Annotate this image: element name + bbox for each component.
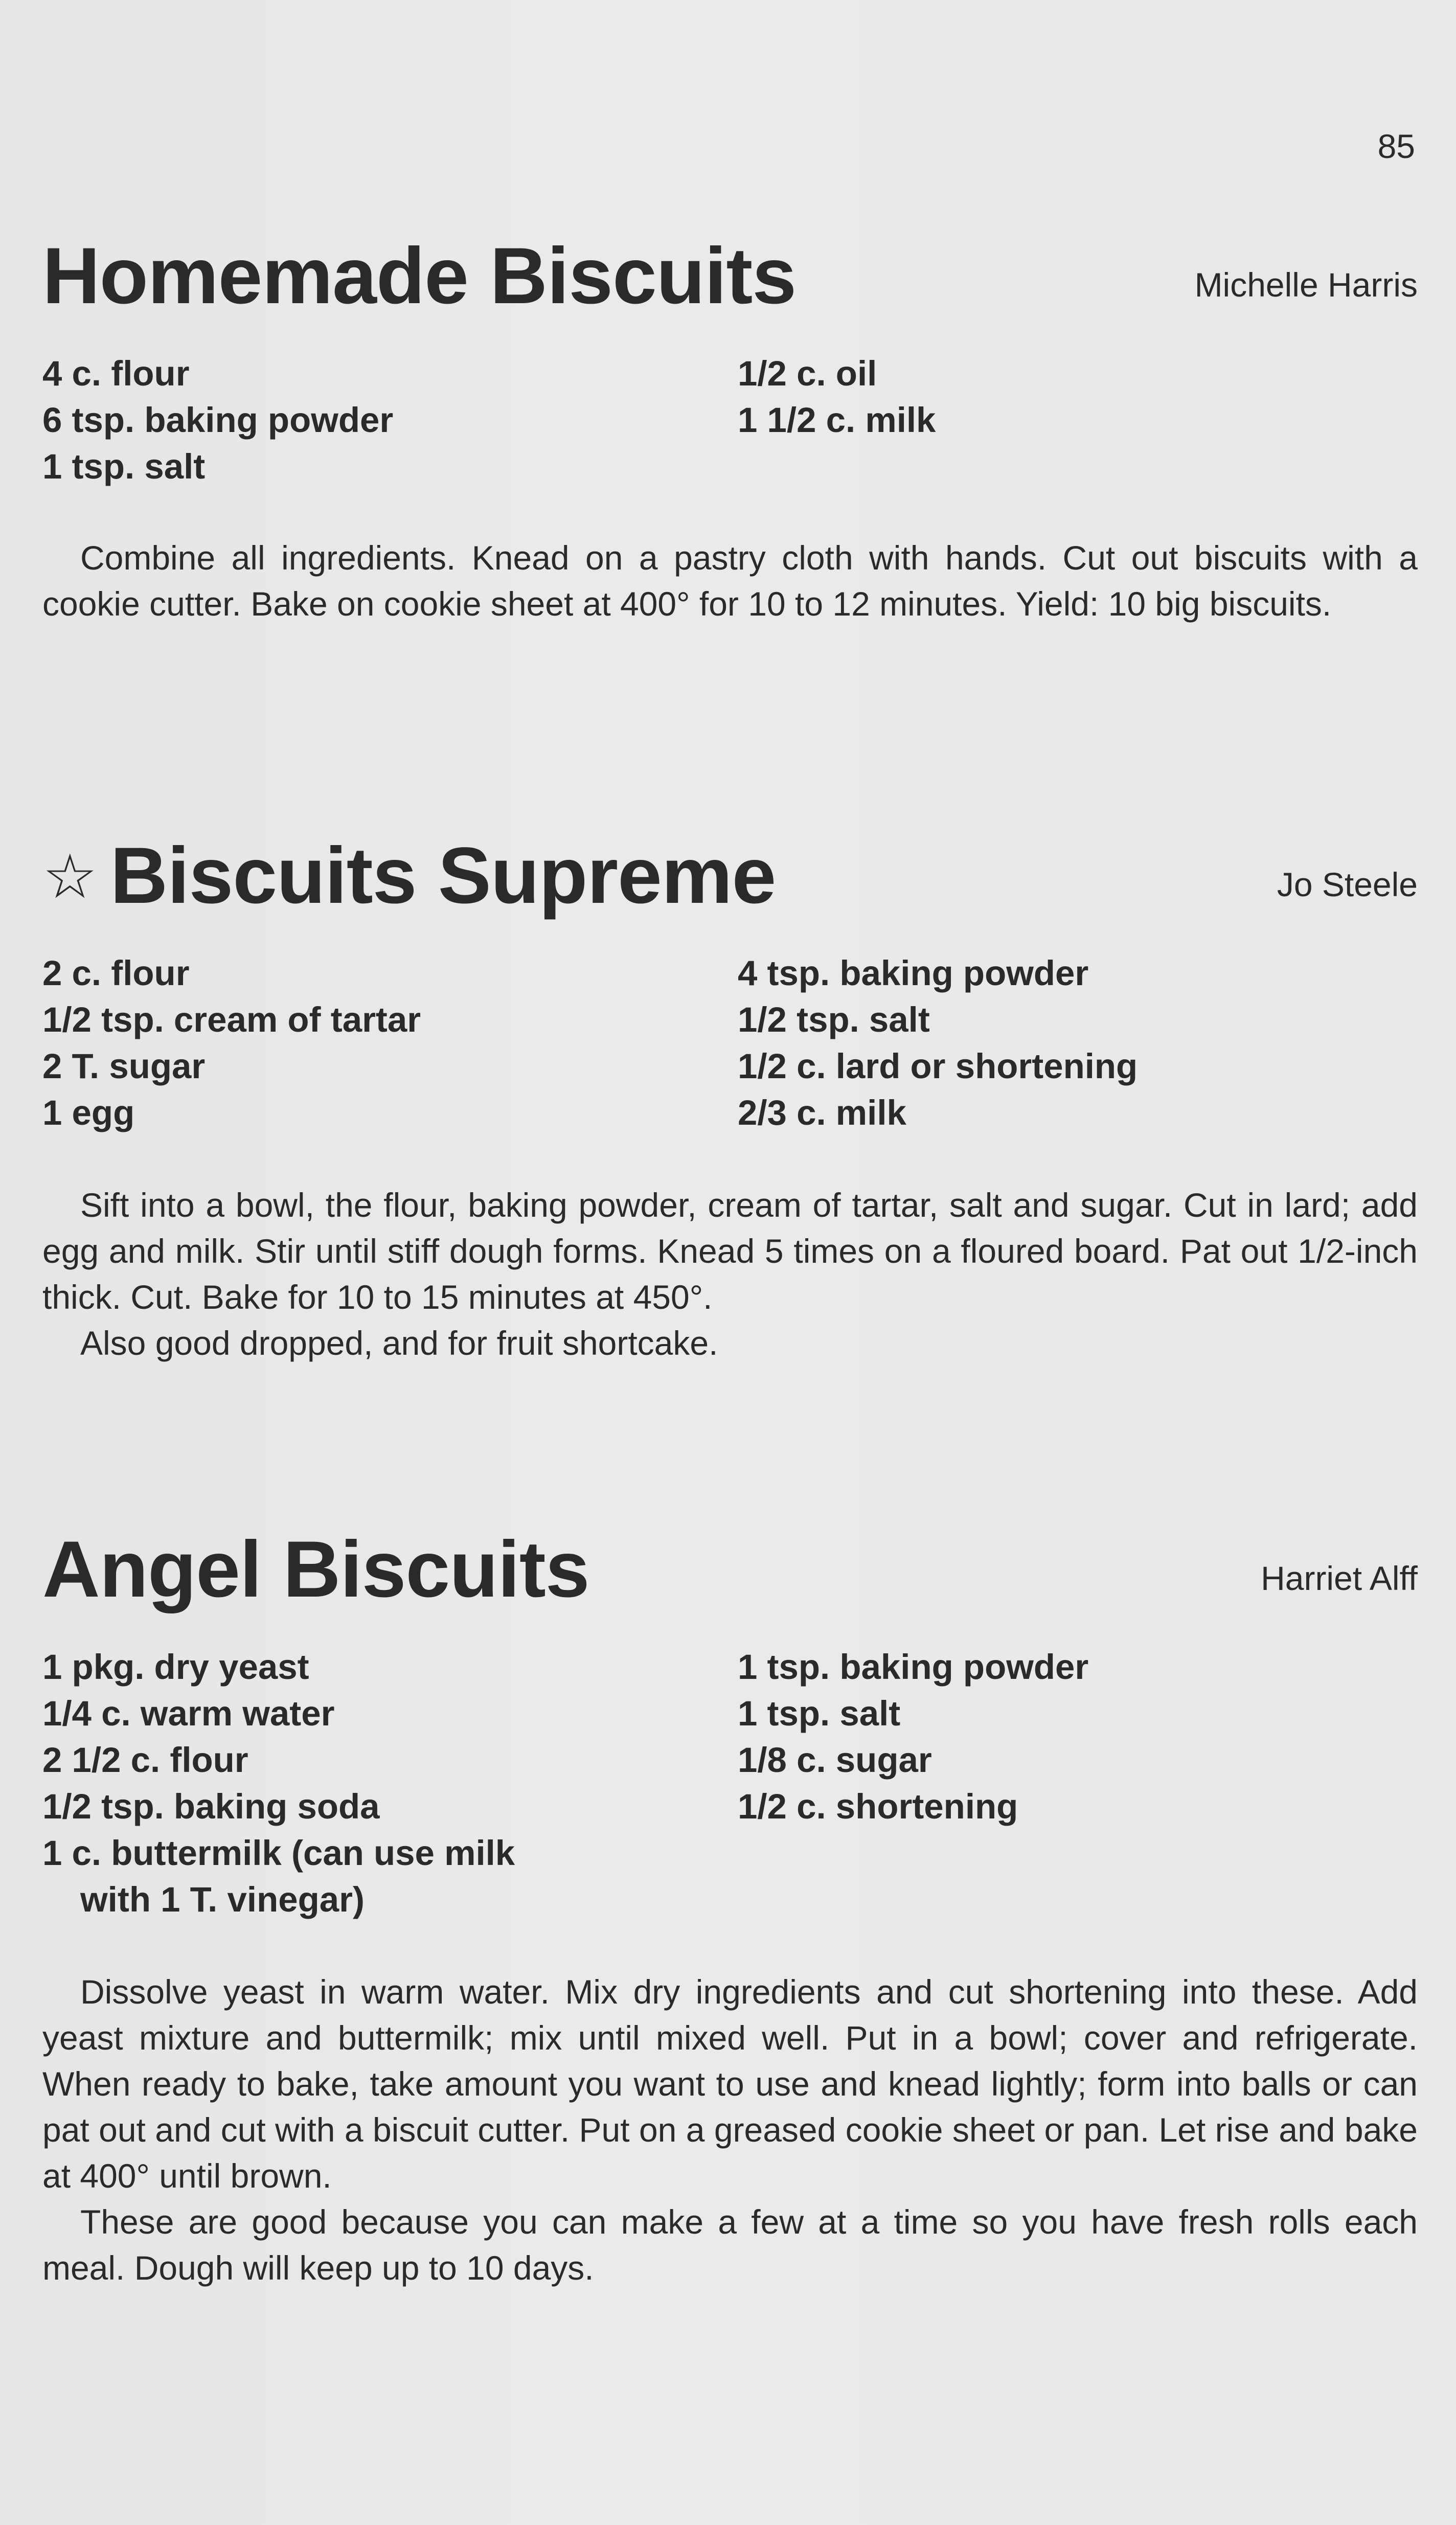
ingredient: 1 tsp. baking powder [738, 1647, 1089, 1687]
recipe-header [42, 1526, 1418, 1613]
recipe-header [42, 233, 1418, 320]
recipe-title [42, 832, 776, 920]
ingredient: 1/2 c. lard or shortening [738, 1047, 1138, 1086]
ingredient: 1/8 c. sugar [738, 1740, 932, 1780]
page-number: 85 [1377, 127, 1415, 165]
star-icon: ☆ [42, 843, 97, 911]
ingredient: 1 tsp. salt [42, 447, 206, 486]
directions-paragraph: Dissolve yeast in warm water. Mix dry ingredients and cut shortening into these. Add yeast mixture and buttermilk; mix until mixed well. Put in a bowl; cover and refrigerate. When ready to bake, take amount you want to use and knead lightly; form into balls or can pat out and cut with a biscuit cutter. Put on a greased cookie sheet or pan. Let rise and bake at 400° until brown. [42, 1973, 1418, 2195]
recipe-contributor: Jo Steele [1277, 866, 1418, 903]
ingredient: 2/3 c. milk [738, 1093, 906, 1132]
recipe-directions [42, 1969, 1418, 2291]
ingredient-column-right [738, 950, 1418, 1136]
recipe-contributor: Harriet Alff [1261, 1559, 1418, 1597]
ingredient-column-left [42, 1644, 738, 1923]
recipe-contributor: Michelle Harris [1194, 266, 1418, 304]
recipe-title [42, 233, 796, 320]
ingredient-list [42, 1644, 1418, 1923]
ingredient-list [42, 950, 1418, 1136]
ingredient-column-left [42, 950, 738, 1136]
ingredient: 2 1/2 c. flour [42, 1740, 248, 1780]
directions-paragraph: Combine all ingredients. Knead on a pastry cloth with hands. Cut out biscuits with a cookie cutter. Bake on cookie sheet at 400° for 10 to 12 minutes. Yield: 10 big biscuits. [42, 539, 1418, 623]
ingredient-continuation: with 1 T. vinegar) [80, 1880, 365, 1919]
ingredient: 1/4 c. warm water [42, 1694, 335, 1733]
ingredient: 1 tsp. salt [738, 1694, 901, 1733]
ingredient: 1 egg [42, 1093, 135, 1132]
directions-paragraph: Sift into a bowl, the flour, baking powder, cream of tartar, salt and sugar. Cut in lard; add egg and milk. Stir until stiff dough forms. Knead 5 times on a floured board. Pat out 1/2-inch thick. Cut. Bake for 10 to 15 minutes at 450°. [42, 1186, 1418, 1316]
recipe-header [42, 832, 1418, 919]
recipe-biscuits-supreme [42, 832, 1418, 1366]
ingredient-column-right [738, 350, 1418, 490]
ingredient: 4 c. flour [42, 354, 190, 393]
ingredient: 1/2 tsp. salt [738, 1000, 930, 1039]
ingredient: 2 T. sugar [42, 1047, 206, 1086]
recipe-homemade-biscuits [42, 233, 1418, 627]
recipe-directions [42, 535, 1418, 627]
recipe-title [42, 1526, 589, 1613]
recipe-title-text: Homemade Biscuits [42, 232, 797, 321]
recipe-directions [42, 1182, 1418, 1366]
ingredient: 1/2 c. oil [738, 354, 877, 393]
ingredient-list [42, 350, 1418, 490]
ingredient: 1/2 tsp. baking soda [42, 1787, 380, 1826]
recipe-title-text: Biscuits Supreme [110, 831, 776, 920]
ingredient: 1/2 tsp. cream of tartar [42, 1000, 421, 1039]
ingredient: 1/2 c. shortening [738, 1787, 1018, 1826]
ingredient: 2 c. flour [42, 953, 190, 993]
directions-paragraph: Also good dropped, and for fruit shortcake. [80, 1324, 718, 1362]
ingredient: 1 pkg. dry yeast [42, 1647, 309, 1687]
directions-paragraph: These are good because you can make a few at a time so you have fresh rolls each meal. Dough will keep up to 10 days. [42, 2203, 1418, 2287]
ingredient-column-right [738, 1644, 1418, 1923]
recipe-title-text: Angel Biscuits [42, 1525, 589, 1614]
recipe-angel-biscuits [42, 1526, 1418, 2291]
ingredient: 6 tsp. baking powder [42, 400, 394, 440]
ingredient: 4 tsp. baking powder [738, 953, 1089, 993]
ingredient: 1 c. buttermilk (can use milk [42, 1833, 515, 1873]
ingredient: 1 1/2 c. milk [738, 400, 936, 440]
ingredient-column-left [42, 350, 738, 490]
